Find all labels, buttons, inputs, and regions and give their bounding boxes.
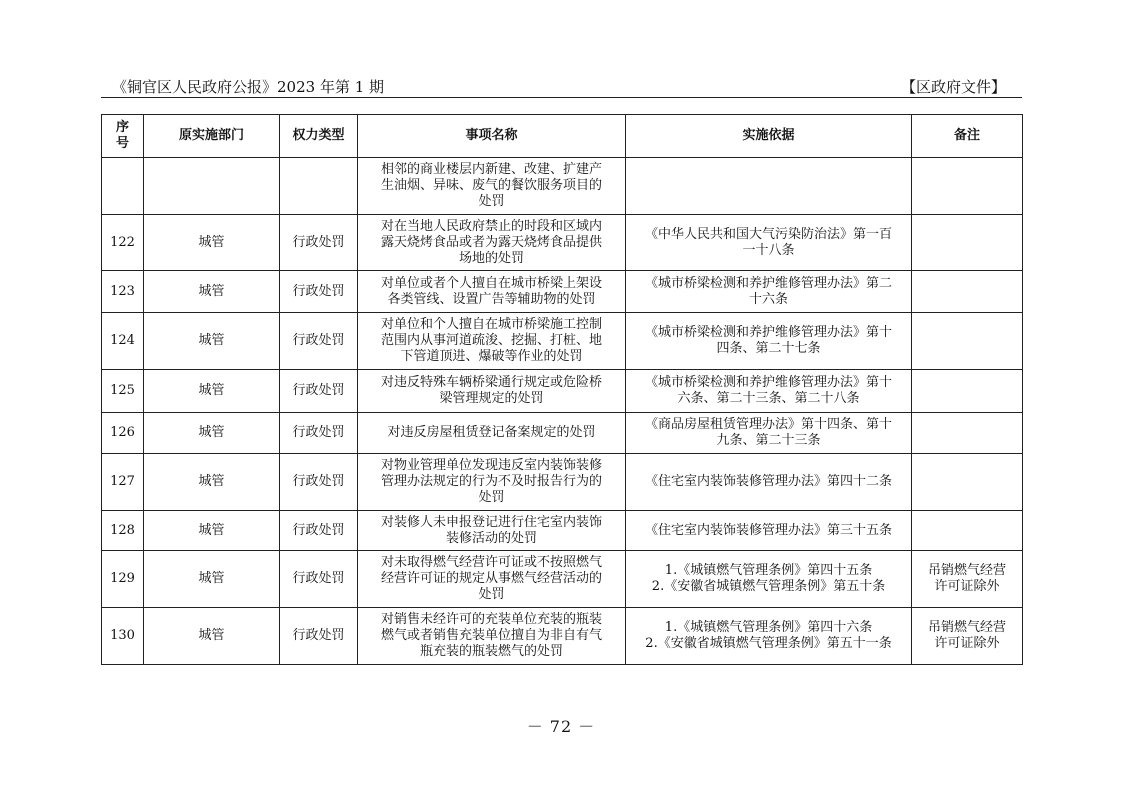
cell-basis-line: 六条、第二十三条、第二十八条 <box>677 391 860 406</box>
cell-basis-line: 2.《安徽省城镇燃气管理条例》第五十一条 <box>645 636 892 651</box>
cell-item <box>358 413 626 454</box>
cell-item-line: 对未取得燃气经营许可证或不按照燃气 <box>380 555 602 570</box>
table-row <box>102 551 1023 608</box>
section-tag: 【区政府文件】 <box>900 78 1006 96</box>
cell-basis <box>626 313 912 370</box>
cell-item-line: 露天烧烤食品或者为露天烧烤食品提供 <box>380 234 602 250</box>
cell-item <box>358 608 626 665</box>
column-header-remark: 备注 <box>912 115 1023 158</box>
column-header-seq: 序 号 <box>102 115 144 158</box>
cell-item-line: 对单位或者个人擅自在城市桥梁上架设 <box>380 275 602 291</box>
cell-seq: 125 <box>102 370 144 413</box>
table-row <box>102 511 1023 551</box>
cell-item-line: 生油烟、异味、废气的餐饮服务项目的 <box>380 178 602 193</box>
cell-seq <box>102 158 144 215</box>
cell-power-type: 行政处罚 <box>280 413 358 454</box>
cell-remark-line: 许可证除外 <box>934 636 1000 651</box>
cell-power-type: 行政处罚 <box>280 215 358 271</box>
table-row <box>102 454 1023 511</box>
cell-remark <box>912 454 1023 511</box>
cell-seq: 127 <box>102 454 144 511</box>
cell-dept: 城管 <box>144 608 280 665</box>
header-rule <box>101 97 1022 98</box>
cell-remark <box>912 511 1023 551</box>
table-row <box>102 215 1023 271</box>
table-row <box>102 158 1023 215</box>
column-header-power-type: 权力类型 <box>280 115 358 158</box>
cell-basis-line: 九条、第二十三条 <box>716 433 821 448</box>
cell-basis-line: 《住宅室内装饰装修管理办法》第四十二条 <box>644 474 892 489</box>
table-row <box>102 313 1023 370</box>
table-row <box>102 413 1023 454</box>
cell-power-type: 行政处罚 <box>280 511 358 551</box>
cell-item <box>358 511 626 551</box>
cell-seq: 123 <box>102 271 144 313</box>
cell-seq: 128 <box>102 511 144 551</box>
cell-item-line: 相邻的商业楼层内新建、改建、扩建产 <box>380 162 602 177</box>
table-header-row <box>102 115 1023 158</box>
cell-remark-line: 吊销燃气经营 <box>927 620 1006 635</box>
table-row <box>102 608 1023 665</box>
cell-power-type: 行政处罚 <box>280 271 358 313</box>
cell-basis-line: 1.《城镇燃气管理条例》第四十六条 <box>664 620 873 635</box>
cell-item-line: 装修活动的处罚 <box>445 530 537 546</box>
cell-item <box>358 551 626 608</box>
cell-basis-line: 《城市桥梁检测和养护维修管理办法》第十 <box>644 325 892 340</box>
cell-basis-line: 《中华人民共和国大气污染防治法》第一百 <box>644 226 892 242</box>
cell-remark <box>912 158 1023 215</box>
cell-item-line: 对在当地人民政府禁止的时段和区域内 <box>380 218 602 234</box>
cell-basis <box>626 215 912 271</box>
column-header-basis: 实施依据 <box>626 115 912 158</box>
cell-power-type: 行政处罚 <box>280 608 358 665</box>
cell-item-line: 范围内从事河道疏浚、挖掘、打桩、地 <box>380 333 602 348</box>
cell-item-line: 处罚 <box>478 587 505 602</box>
cell-basis <box>626 551 912 608</box>
cell-basis <box>626 454 912 511</box>
cell-basis-line: 《商品房屋租赁管理办法》第十四条、第十 <box>644 417 892 432</box>
cell-remark <box>912 370 1023 413</box>
cell-remark-line: 吊销燃气经营 <box>927 563 1006 578</box>
cell-item-line: 下管道顶进、爆破等作业的处罚 <box>400 349 583 364</box>
cell-item-line: 处罚 <box>478 194 505 209</box>
cell-dept: 城管 <box>144 413 280 454</box>
cell-item <box>358 370 626 413</box>
cell-basis-line: 《住宅室内装饰装修管理办法》第三十五条 <box>644 522 892 538</box>
cell-item-line: 对单位和个人擅自在城市桥梁施工控制 <box>380 317 602 332</box>
cell-seq: 122 <box>102 215 144 271</box>
cell-power-type: 行政处罚 <box>280 454 358 511</box>
cell-basis-line: 四条、第二十七条 <box>716 341 821 356</box>
cell-item <box>358 271 626 313</box>
cell-item-line: 瓶充装的瓶装燃气的处罚 <box>419 644 563 659</box>
bulletin-title: 《铜官区人民政府公报》2023 年第 1 期 <box>112 78 385 96</box>
table-row <box>102 271 1023 313</box>
column-header-item: 事项名称 <box>358 115 626 158</box>
cell-remark-line: 许可证除外 <box>934 579 1000 594</box>
cell-seq: 130 <box>102 608 144 665</box>
cell-basis <box>626 511 912 551</box>
cell-item-line: 对违反特殊车辆桥梁通行规定或危险桥 <box>380 375 602 390</box>
cell-item <box>358 215 626 271</box>
cell-item-line: 对违反房屋租赁登记备案规定的处罚 <box>387 425 596 440</box>
cell-dept: 城管 <box>144 271 280 313</box>
cell-item-line: 对销售未经许可的充装单位充装的瓶装 <box>380 612 602 627</box>
cell-power-type: 行政处罚 <box>280 551 358 608</box>
cell-basis-line: 一十八条 <box>742 242 795 258</box>
cell-basis-line: 十六条 <box>748 291 788 307</box>
cell-power-type: 行政处罚 <box>280 313 358 370</box>
cell-dept <box>144 158 280 215</box>
cell-remark <box>912 413 1023 454</box>
cell-item-line: 燃气或者销售充装单位擅自为非自有气 <box>380 628 602 643</box>
cell-seq: 129 <box>102 551 144 608</box>
cell-item-line: 场地的处罚 <box>458 250 524 266</box>
cell-item-line: 各类管线、设置广告等辅助物的处罚 <box>387 291 596 307</box>
cell-remark <box>912 608 1023 665</box>
cell-seq: 124 <box>102 313 144 370</box>
cell-remark <box>912 313 1023 370</box>
cell-remark <box>912 215 1023 271</box>
cell-seq: 126 <box>102 413 144 454</box>
cell-basis-line: 《城市桥梁检测和养护维修管理办法》第二 <box>644 275 892 291</box>
cell-power-type: 行政处罚 <box>280 370 358 413</box>
table-body <box>102 158 1023 665</box>
cell-remark <box>912 271 1023 313</box>
power-list-table <box>101 114 1023 665</box>
cell-item-line: 管理办法规定的行为不及时报告行为的 <box>380 474 602 489</box>
cell-power-type <box>280 158 358 215</box>
cell-basis <box>626 370 912 413</box>
cell-basis-line: 《城市桥梁检测和养护维修管理办法》第十 <box>644 375 892 390</box>
cell-dept: 城管 <box>144 551 280 608</box>
cell-dept: 城管 <box>144 511 280 551</box>
column-header-dept: 原实施部门 <box>144 115 280 158</box>
cell-item <box>358 313 626 370</box>
cell-dept: 城管 <box>144 313 280 370</box>
cell-item-line: 对装修人未申报登记进行住宅室内装饰 <box>380 514 602 530</box>
cell-basis-line: 1.《城镇燃气管理条例》第四十五条 <box>664 563 873 578</box>
cell-remark <box>912 551 1023 608</box>
cell-item-line: 对物业管理单位发现违反室内装饰装修 <box>380 458 602 473</box>
cell-basis <box>626 158 912 215</box>
cell-dept: 城管 <box>144 215 280 271</box>
table-row <box>102 370 1023 413</box>
cell-item-line: 经营许可证的规定从事燃气经营活动的 <box>380 571 602 586</box>
page-number: － 72 － <box>526 717 596 736</box>
cell-basis <box>626 413 912 454</box>
cell-item-line: 处罚 <box>478 490 505 505</box>
cell-dept: 城管 <box>144 454 280 511</box>
cell-item-line: 梁管理规定的处罚 <box>439 391 544 406</box>
cell-item <box>358 454 626 511</box>
cell-basis <box>626 271 912 313</box>
cell-basis <box>626 608 912 665</box>
cell-item <box>358 158 626 215</box>
cell-basis-line: 2.《安徽省城镇燃气管理条例》第五十条 <box>651 579 886 594</box>
cell-dept: 城管 <box>144 370 280 413</box>
